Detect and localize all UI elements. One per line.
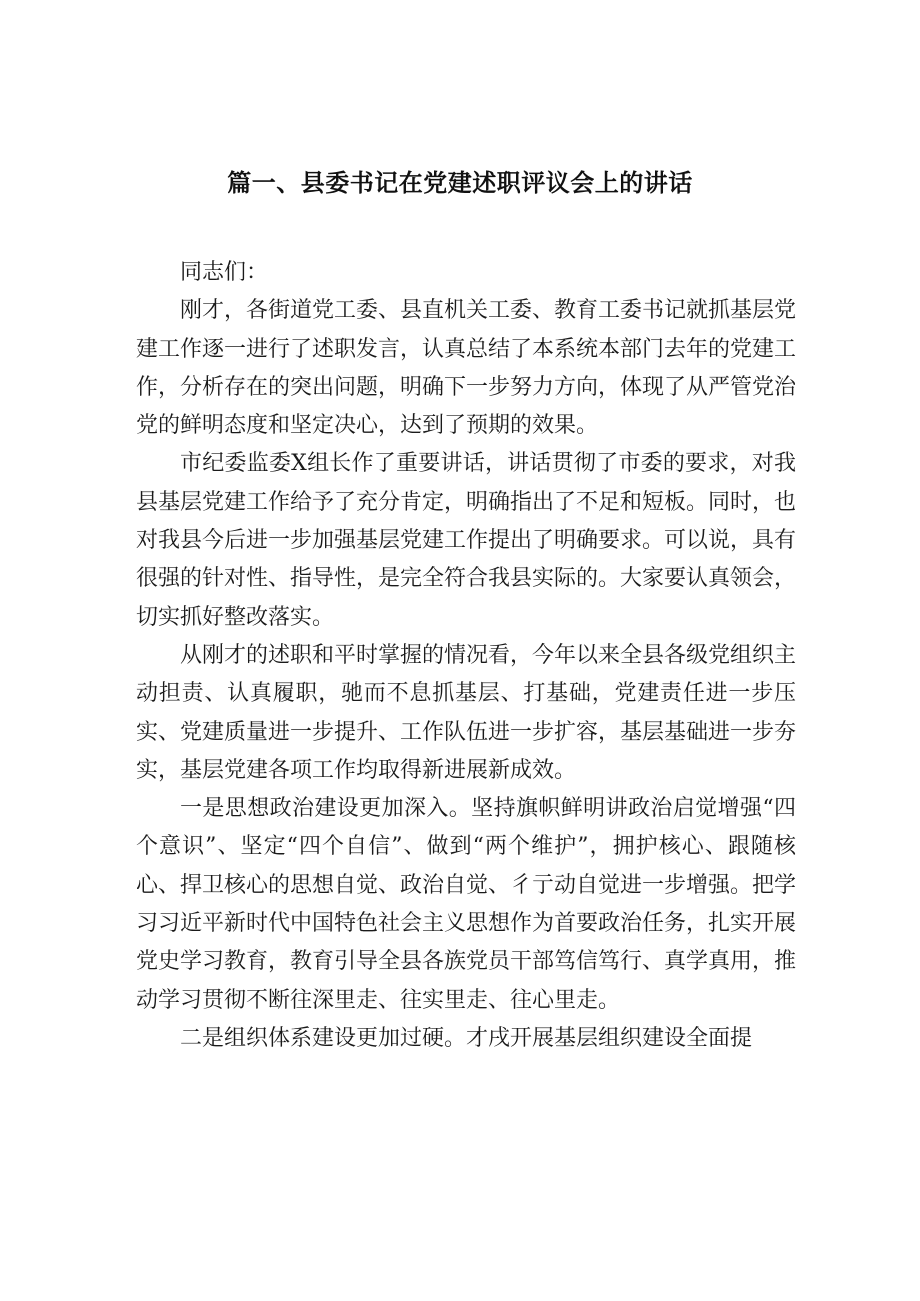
document-title: 篇一、县委书记在党建述职评议会上的讲话	[227, 169, 693, 197]
paragraph-3: 从刚才的述职和平时掌握的情况看，今年以来全县各级党组织主动担责、认真履职，驰而不息抓基层、打基础，党建责任进一步压实、党建质量进一步提升、工作队伍进一步扩容，基层基础进一步夯实，基层党建各项工作均取得新进展新成效。	[136, 642, 797, 783]
paragraph-2: 市纪委监委X组长作了重要讲话，讲话贯彻了市委的要求，对我县基层党建工作给予了充分肯定，明确指出了不足和短板。同时，也对我县今后进一步加强基层党建工作提出了明确要求。可以说，具有很强的针对性、指导性，是完全符合我县实际的。大家要认真领会，切实抓好整改落实。	[136, 451, 797, 630]
paragraph-1: 刚才，各街道党工委、县直机关工委、教育工委书记就抓基层党建工作逐一进行了述职发言，认真总结了本系统本部门去年的党建工作，分析存在的突出问题，明确下一步努力方向，体现了从严管党治党的鲜明态度和坚定决心，达到了预期的效果。	[136, 298, 797, 439]
paragraph-4: 一是思想政治建设更加深入。坚持旗帜鲜明讲政治启觉增强“四个意识”、坚定“四个自信”、做到“两个维护”，拥护核心、跟随核心、捍卫核心的思想自觉、政治自觉、彳亍动自觉进一步增强。把学习习近平新时代中国特色社会主义思想作为首要政治任务，扎实开展党史学习教育，教育引导全县各族党员干部笃信笃行、真学真用，推动学习贯彻不断往深里走、往实里走、往心里走。	[136, 796, 797, 1013]
salutation: 同志们：	[180, 260, 269, 285]
document-body	[136, 254, 796, 1058]
paragraph-5: 二是组织体系建设更加过硬。才戌开展基层组织建设全面提	[180, 1025, 753, 1051]
